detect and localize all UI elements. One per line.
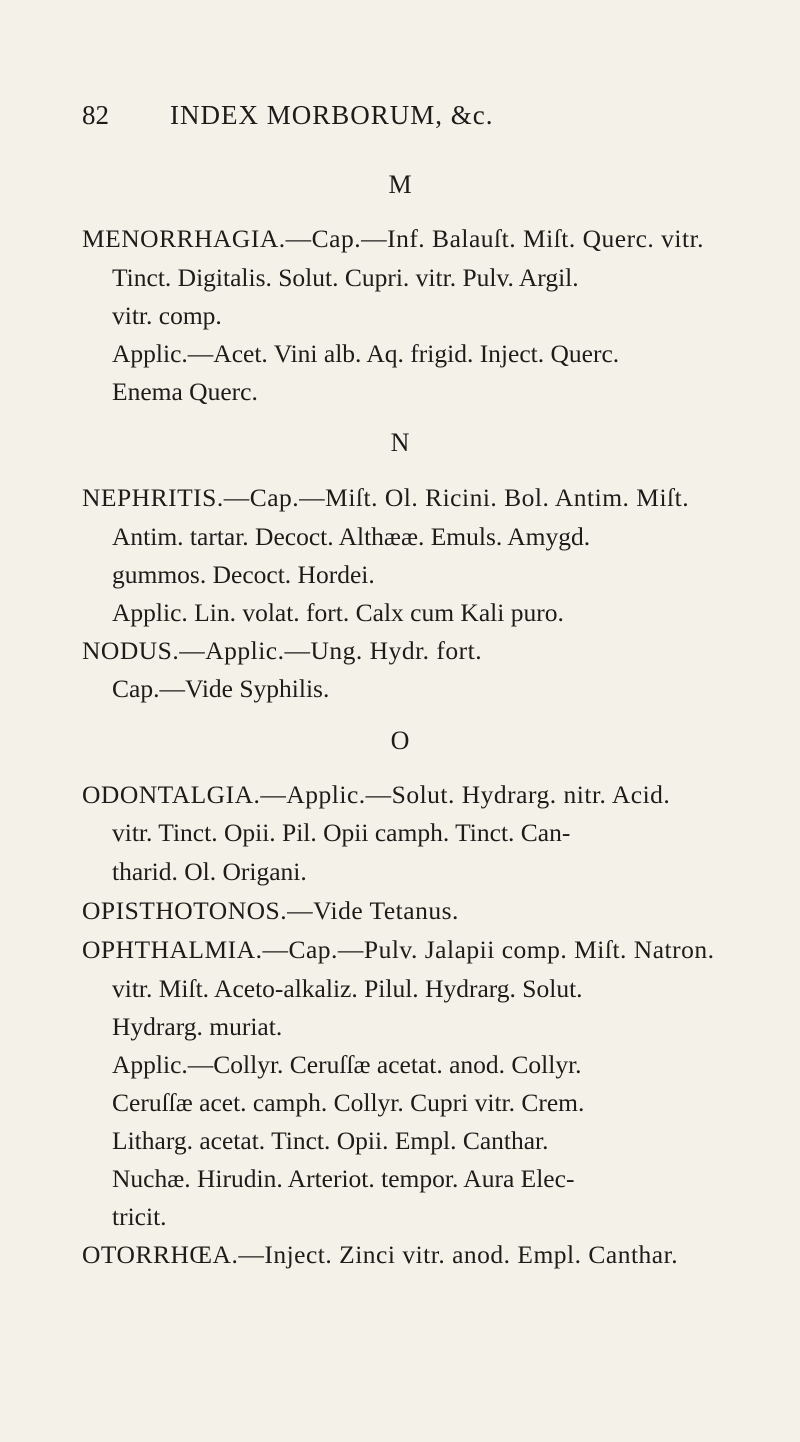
entry-line: gummos. Decoct. Hordei. bbox=[112, 560, 375, 589]
entry-otorrhoea: OTORRHŒA.—Inject. Zinci vitr. anod. Empl. Canthar. bbox=[82, 1240, 679, 1269]
entry-line: vitr. Miſt. Aceto-alkaliz. Pilul. Hydrarg. Solut. bbox=[112, 974, 583, 1003]
entry-line: Applic.—Acet. Vini alb. Aq. frigid. Inject. Querc. bbox=[112, 339, 620, 368]
entry-nodus: NODUS.—Applic.—Ung. Hydr. fort. bbox=[82, 636, 483, 665]
section-letter-m: M bbox=[388, 170, 412, 199]
entry-odontalgia: ODONTALGIA.—Applic.—Solut. Hydrarg. nitr. Acid. bbox=[82, 780, 671, 809]
entry-menorrhagia: MENORRHAGIA.—Cap.—Inf. Balauſt. Miſt. Querc. vitr. bbox=[82, 224, 705, 253]
entry-line: Litharg. acetat. Tinct. Opii. Empl. Canthar. bbox=[112, 1126, 549, 1155]
section-letter-n: N bbox=[390, 428, 410, 457]
entry-line: Hydrarg. muriat. bbox=[112, 1012, 283, 1041]
entry-line: Applic. Lin. volat. fort. Calx cum Kali puro. bbox=[112, 598, 564, 627]
entry-ophthalmia: OPHTHALMIA.—Cap.—Pulv. Jalapii comp. Miſt. Natron. bbox=[82, 935, 715, 964]
page-number: 82 bbox=[82, 100, 109, 130]
entry-line: Tinct. Digitalis. Solut. Cupri. vitr. Pulv. Argil. bbox=[112, 263, 579, 292]
running-head: INDEX MORBORUM, &c. bbox=[170, 100, 494, 130]
entry-nephritis: NEPHRITIS.—Cap.—Miſt. Ol. Ricini. Bol. Antim. Miſt. bbox=[82, 483, 690, 512]
entry-line: Ceruſſæ acet. camph. Collyr. Cupri vitr. Crem. bbox=[112, 1088, 585, 1117]
entry-line: vitr. Tinct. Opii. Pil. Opii camph. Tinct. Can- bbox=[112, 818, 571, 847]
entry-opisthotonos: OPISTHOTONOS.—Vide Tetanus. bbox=[82, 896, 459, 925]
entry-line: Nuchæ. Hirudin. Arteriot. tempor. Aura Elec- bbox=[112, 1164, 575, 1193]
entry-line: Enema Querc. bbox=[112, 377, 258, 406]
entry-line: Antim. tartar. Decoct. Althææ. Emuls. Amygd. bbox=[112, 522, 591, 551]
page-header bbox=[82, 100, 740, 140]
entry-line: Applic.—Collyr. Ceruſſæ acetat. anod. Collyr. bbox=[112, 1050, 582, 1079]
entry-line: vitr. comp. bbox=[112, 301, 222, 330]
entry-line: tharid. Ol. Origani. bbox=[112, 857, 307, 886]
entry-line: Cap.—Vide Syphilis. bbox=[112, 674, 330, 703]
entry-line: tricit. bbox=[112, 1202, 167, 1231]
section-letter-o: O bbox=[390, 726, 410, 755]
